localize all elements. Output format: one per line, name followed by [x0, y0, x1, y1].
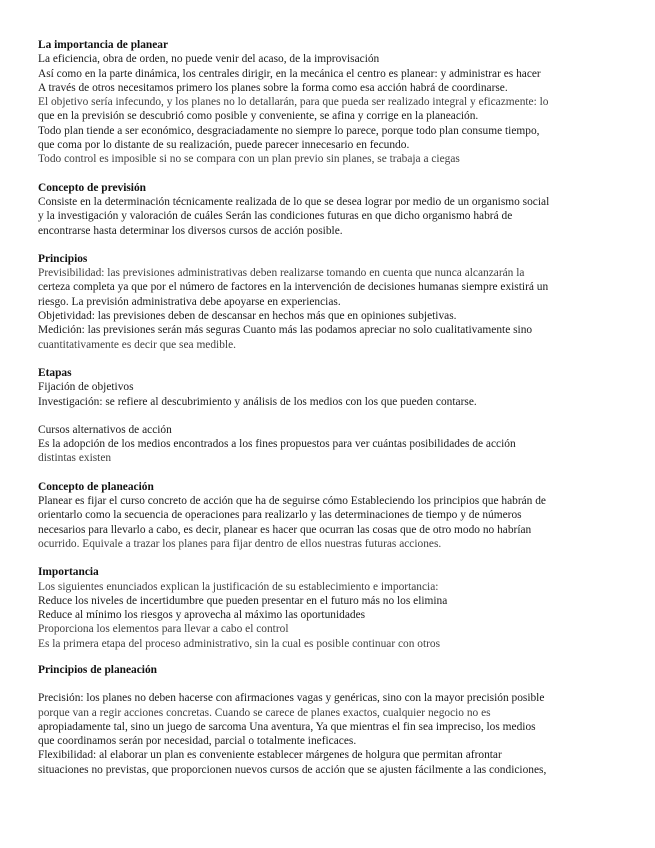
spacer [38, 238, 618, 252]
spacer [38, 551, 618, 565]
text-line: cuantitativamente es decir que sea medible. [38, 338, 236, 351]
text-line: Así como en la parte dinámica, los centrales dirigir, en la mecánica el centro es planear: y administrar es hacer [38, 67, 541, 80]
heading-importancia-planear: La importancia de planear [38, 39, 169, 51]
text-line: Investigación: se refiere al descubrimiento y análisis de los medios con los que pueden contarse. [38, 395, 477, 408]
heading-concepto-prevision: Concepto de previsión [38, 181, 147, 194]
text-line: Los siguientes enunciados explican la justificación de su establecimiento e importancia: [38, 580, 439, 593]
text-line: Es la adopción de los medios encontrados a los fines propuestos para ver cuántas posibilidades de acción [38, 438, 516, 451]
text-line: Todo control es imposible si no se compara con un plan previo sin planes, se trabaja a ciegas [38, 153, 460, 166]
text-line: Es la primera etapa del proceso administrativo, sin la cual es posible continuar con otros [38, 637, 441, 650]
spacer [38, 352, 618, 366]
text-line: porque van a regir acciones concretas. Cuando se carece de planes exactos, cualquier negocio no es [38, 706, 491, 719]
text-line: Flexibilidad: al elaborar un plan es conveniente establecer márgenes de holgura que permitan afrontar [38, 749, 502, 762]
text-line: distintas existen [38, 452, 112, 465]
spacer [38, 409, 618, 423]
text-line: situaciones no previstas, que proporcionen nuevos cursos de acción que se ajusten fácilmente a las condiciones, [38, 763, 547, 776]
text-line: El objetivo sería infecundo, y los planes no lo detallarán, para que pueda ser realizado integral y eficazmente: lo [38, 96, 549, 109]
text-line: riesgo. La previsión administrativa debe apoyarse en experiencias. [38, 295, 341, 308]
text-line: A través de otros necesitamos primero los planes sobre la forma como esa acción habrá de coordinarse. [38, 81, 508, 94]
heading-etapas: Etapas [38, 366, 72, 379]
text-line: encontrarse hasta determinar los diversos cursos de acción posible. [38, 224, 343, 237]
text-line: La eficiencia, obra de orden, no puede venir del acaso, de la improvisación [38, 53, 380, 66]
text-line: Todo plan tiende a ser económico, desgraciadamente no siempre lo parece, porque todo plan consume tiempo, [38, 124, 540, 137]
text-line: orientarlo como la secuencia de operaciones para realizarlo y las determinaciones de tiempo y de números [38, 509, 522, 522]
text-line: Precisión: los planes no deben hacerse con afirmaciones vagas y genéricas, sino con la mayor precisión posible [38, 692, 545, 705]
text-line: Objetividad: las previsiones deben de descansar en hechos más que en opiniones subjetivas. [38, 310, 457, 323]
spacer [38, 167, 618, 181]
text-line: que en la previsión se descubrió como posible y conveniente, se afina y corrige en la planeación. [38, 110, 479, 123]
document-page [38, 38, 618, 777]
spacer [38, 466, 618, 480]
text-line: que coordinamos serán por necesidad, parcial o totalmente ineficaces. [38, 735, 357, 748]
text-line: que coma por lo distante de su realización, puede parecer innecesario en fecundo. [38, 139, 410, 152]
text-line: Cursos alternativos de acción [38, 423, 172, 436]
text-line: Proporciona los elementos para llevar a cabo el control [38, 623, 289, 636]
text-line: Consiste en la determinación técnicamente realizada de lo que se desea lograr por medio de un organismo social [38, 195, 550, 208]
heading-concepto-planeacion: Concepto de planeación [38, 480, 154, 493]
heading-principios-planeacion: Principios de planeación [38, 663, 157, 676]
text-line: ocurrido. Equivale a trazar los planes para fijar dentro de ellos nuestras futuras acciones. [38, 537, 442, 550]
spacer [38, 677, 618, 691]
text-line: apropiadamente tal, sino un juego de sarcoma Una aventura, Ya que mientras el fin sea impreciso, los medios [38, 720, 536, 733]
heading-importancia: Importancia [38, 566, 99, 579]
text-line: Reduce al mínimo los riesgos y aprovecha al máximo las oportunidades [38, 609, 366, 622]
text-line: Planear es fijar el curso concreto de acción que ha de seguirse cómo Estableciendo los principios que habrán de [38, 495, 546, 508]
text-line: Reduce los niveles de incertidumbre que pueden presentar en el futuro más no los elimina [38, 594, 448, 607]
text-line: Previsibilidad: las previsiones administrativas deben realizarse tomando en cuenta que nunca alcanzarán la [38, 267, 525, 280]
text-line: y la investigación y valoración de cuáles Serán las condiciones futuras en que dicho organismo habrá de [38, 210, 513, 223]
text-line: Fijación de objetivos [38, 381, 134, 394]
text-line: Medición: las previsiones serán más seguras Cuanto más las podamos apreciar no solo cualitativamente sino [38, 324, 533, 337]
text-line: necesarios para llevarlo a cabo, es decir, planear es hacer que ocurran las cosas que de otro modo no habrían [38, 523, 532, 536]
heading-principios: Principios [38, 252, 88, 265]
text-line: certeza completa ya que por el número de factores en la intervención de decisiones humanas siempre existirá un [38, 281, 549, 294]
